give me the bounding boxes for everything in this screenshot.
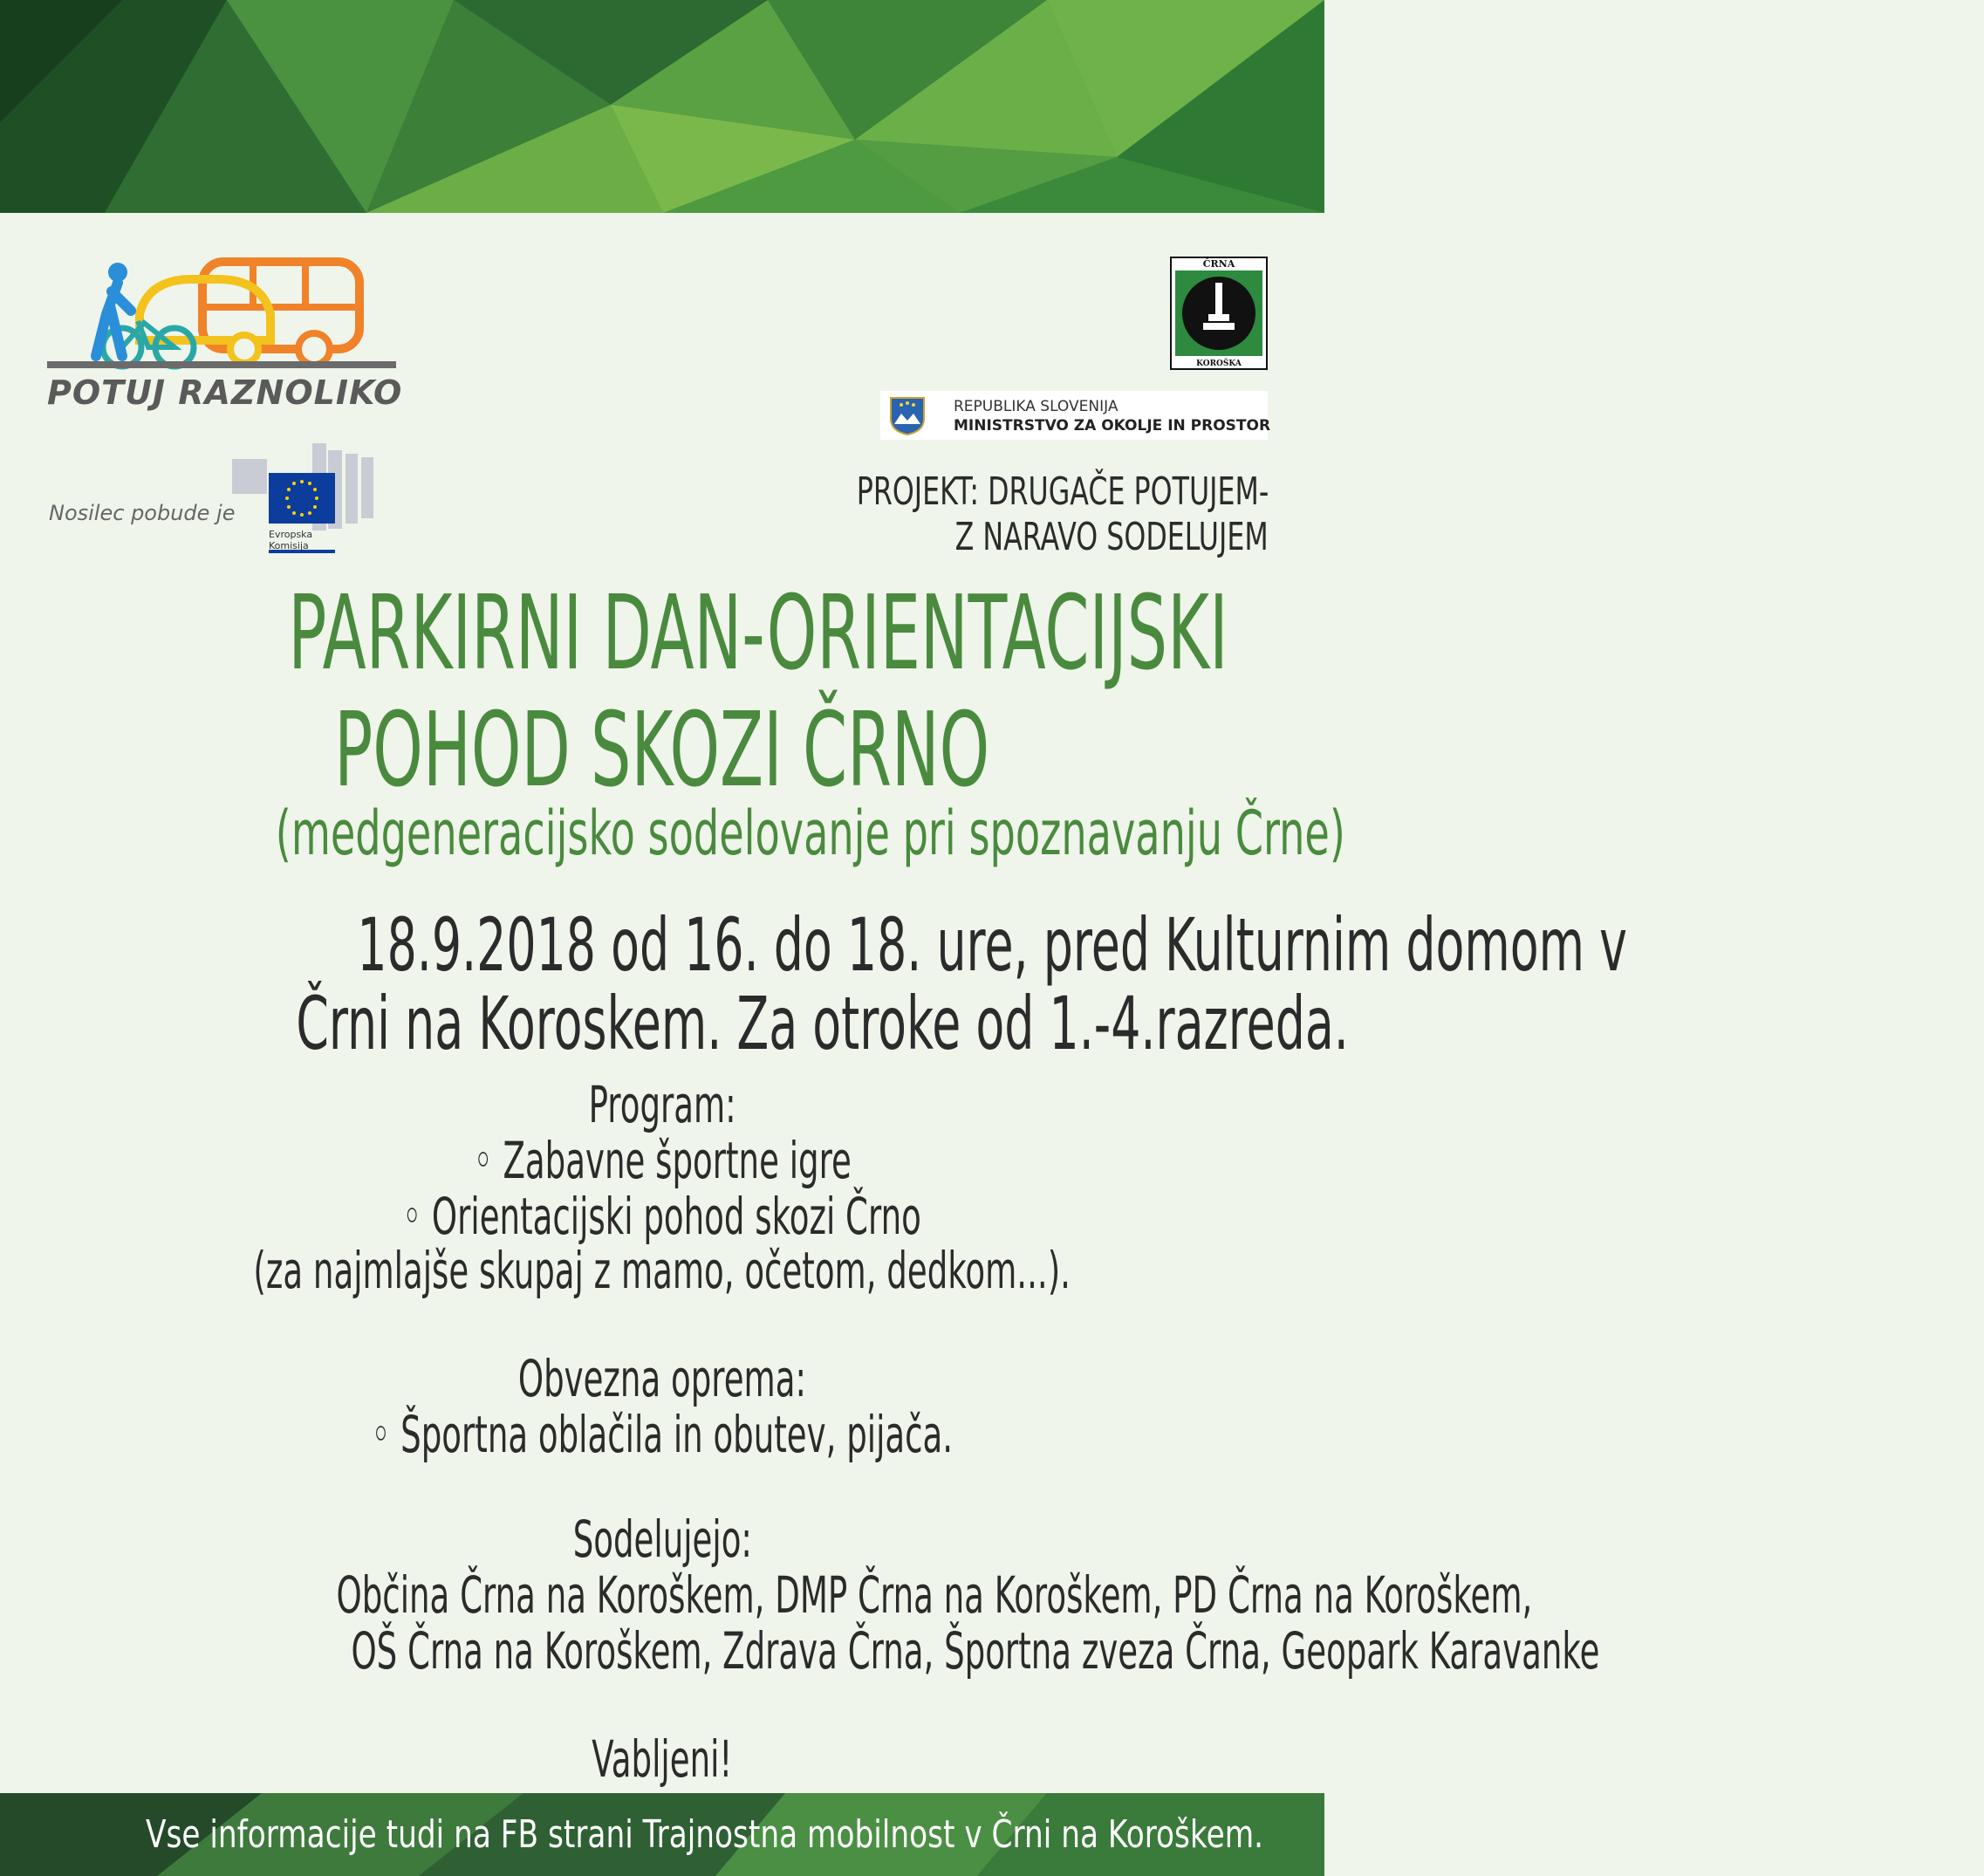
ministry-logo: [880, 391, 1271, 440]
program-item2-wrap: [0, 1187, 1324, 1246]
equipment-item1-wrap: [0, 1405, 1324, 1464]
title-line2-wrap: [0, 689, 1324, 810]
european-commission-label: Evropska Komisija: [269, 529, 313, 551]
ministry-line2: MINISTRSTVO ZA OKOLJE IN PROSTOR: [954, 417, 1271, 435]
crna-emblem-bottom-text: KOROŠKA: [1196, 359, 1242, 368]
slovenia-crest-icon: [889, 396, 926, 436]
ministry-line1: REPUBLIKA SLOVENIJA: [954, 398, 1119, 415]
equipment-heading-wrap: [0, 1349, 1324, 1408]
program-item1: ◦ Zabavne športne igre: [473, 1131, 852, 1190]
potuj-raznoliko-label: POTUJ RAZNOLIKO: [47, 373, 403, 412]
equipment-item1: ◦ Športna oblačila in obutev, pijača.: [371, 1405, 954, 1464]
crna-emblem-top-text: ČRNA: [1202, 258, 1235, 270]
title-line1-wrap: [0, 572, 1324, 693]
participants-line1: Občina Črna na Koroškem, DMP Črna na Koroškem, PD Črna na Koroškem,: [336, 1565, 1533, 1625]
program-item1-wrap: [0, 1131, 1324, 1190]
project-line1: PROJEKT: DRUGAČE POTUJEM-: [856, 469, 1269, 514]
nosilec-pobude-label: Nosilec pobude je: [49, 501, 236, 525]
participants-line2-wrap: [0, 1621, 1600, 1681]
event-line1-wrap: [0, 902, 1627, 988]
title-subtitle: (medgeneracijsko sodelovanje pri spoznavanju Črne): [275, 798, 1345, 869]
participants-line1-wrap: [0, 1565, 1533, 1625]
project-line2: Z NARAVO SODELUJEM: [954, 515, 1269, 559]
closing-text: Vabljeni!: [592, 1729, 733, 1789]
footer-info: Vse informacije tudi na FB strani Trajnostna mobilnost v Črni na Koroškem.: [145, 1812, 1264, 1857]
title-line1: PARKIRNI DAN-ORIENTACIJSKI: [288, 572, 1228, 693]
event-line1: 18.9.2018 od 16. do 18. ure, pred Kulturnim domom v: [357, 902, 1627, 988]
crna-coat-of-arms: [1170, 257, 1268, 370]
participants-heading-wrap: [0, 1510, 1324, 1569]
top-decorative-band: [0, 0, 1324, 213]
subtitle-wrap: [0, 798, 1345, 869]
program-heading-wrap: [0, 1075, 1324, 1134]
equipment-heading: Obvezna oprema:: [517, 1349, 807, 1408]
event-line2: Črni na Koroskem. Za otroke od 1.-4.razreda.: [296, 981, 1349, 1066]
program-item2: ◦ Orientacijski pohod skozi Črno: [402, 1187, 922, 1246]
program-item3-wrap: [0, 1241, 1324, 1300]
program-heading: Program:: [588, 1075, 736, 1134]
event-line2-wrap: [0, 981, 1349, 1066]
participants-line2: OŠ Črna na Koroškem, Zdrava Črna, Športna zveza Črna, Geopark Karavanke: [351, 1621, 1600, 1681]
participants-heading: Sodelujejo:: [572, 1510, 752, 1569]
closing-wrap: [0, 1729, 1324, 1789]
title-line2: POHOD SKOZI ČRNO: [334, 689, 990, 810]
program-item3: (za najmlajše skupaj z mamo, očetom, dedkom...).: [253, 1241, 1071, 1300]
